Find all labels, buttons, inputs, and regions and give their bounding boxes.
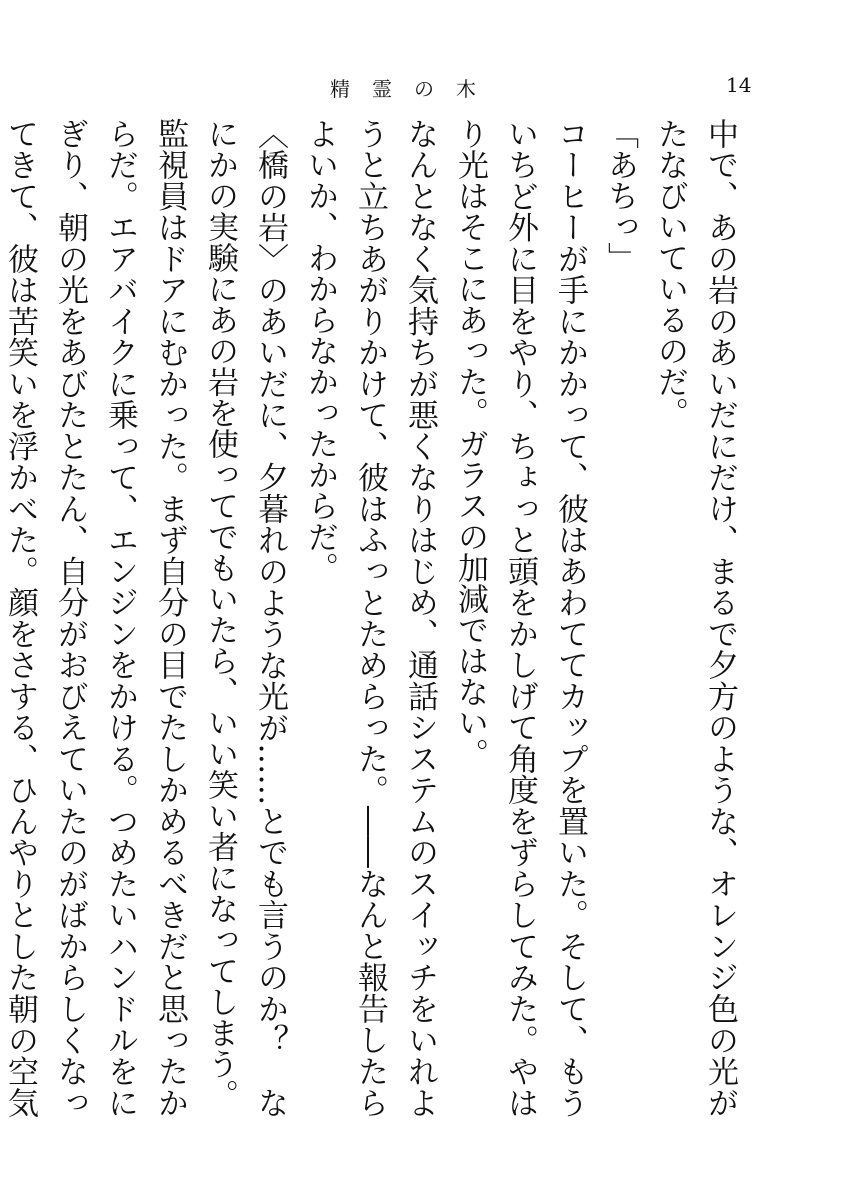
running-head-title: 精霊の木 — [330, 77, 498, 101]
paragraph: 中で、あの岩のあいだにだけ、まるで夕方のような、オレンジ色の光がたなびいているのだ。 — [652, 118, 738, 1118]
paragraph: なんとなく気持ちが悪くなりはじめ、通話システムのスイッチをいれようと立ちあがりかけて、彼はふっとためらった。――なんと報告したらよいか、わからなかったからだ。 — [302, 118, 438, 1118]
paragraph: 〈橋の岩〉のあいだに、夕暮れのような光が……とでも言うのか？ なにかの実験にあの岩を使ってでもいたら、いい笑い者になってしまう。 — [202, 118, 288, 1118]
paragraph: 「あちっ」 — [602, 118, 638, 273]
page-number: 14 — [726, 73, 752, 97]
paragraph: コーヒーが手にかかって、彼はあわててカップを置いた。そして、もういちど外に目をやり、ちょっと頭をかしげて角度をずらしてみた。やはり光はそこにあった。ガラスの加減ではない。 — [452, 118, 588, 1118]
paragraph: 監視員はドアにむかった。まず自分の目でたしかめるべきだと思ったからだ。エアバイクに乗って、エンジンをかける。つめたいハンドルをにぎり、朝の光をあびたとたん、自分がおびえていたのがばからしくなってきて、彼は苦笑いを浮かべた。顔をさする、ひんやりとした朝の空気 — [2, 118, 188, 1118]
body-text — [2, 118, 745, 1118]
